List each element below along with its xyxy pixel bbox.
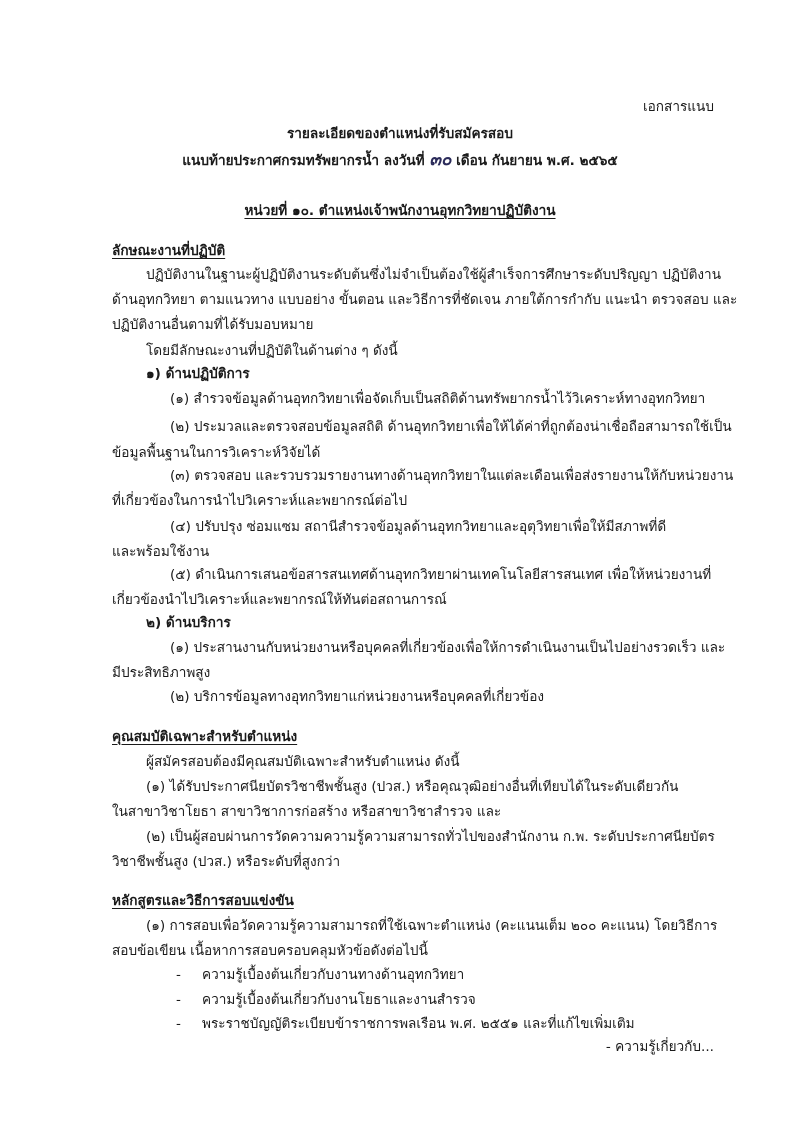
subtitle-suffix: เดือน กันยายน พ.ศ. ๒๕๖๕ [456,153,618,169]
bullet-dash: - [176,967,181,983]
qualification-item-1-line-1: (๑) ได้รับประกาศนียบัตรวิชาชีพชั้นสูง (ปวส.) หรือคุณวุฒิอย่างอื่นที่เทียบได้ในระดับเดียวกัน [146,779,679,795]
qualification-item-2-line-2: วิชาชีพชั้นสูง (ปวส.) หรือระดับที่สูงกว่า [112,854,341,870]
document-title: รายละเอียดของตำแหน่งที่รับสมัครสอบ [287,126,513,142]
exam-item-1-line-2: สอบข้อเขียน เนื้อหาการสอบครอบคลุมหัวข้อดังต่อไปนี้ [112,943,428,959]
section-heading-qualifications: คุณสมบัติเฉพาะสำหรับตำแหน่ง [112,729,298,745]
unit-heading: หน่วยที่ ๑๐. ตำแหน่งเจ้าพนักงานอุทกวิทยาปฏิบัติงาน [244,203,556,219]
services-item-1-line-1: (๑) ประสานงานกับหน่วยงานหรือบุคคลที่เกี่ยวข้องเพื่อให้การดำเนินงานเป็นไปอย่างรวดเร็ว และ [170,640,726,656]
exam-item-1-line-1: (๑) การสอบเพื่อวัดความรู้ความสามารถที่ใช้เฉพาะตำแหน่ง (คะแนนเต็ม ๒๐๐ คะแนน) โดยวิธีการ [146,918,718,934]
operations-item-5-line-2: เกี่ยวข้องนำไปวิเคราะห์และพยากรณ์ให้ทันต่อสถานการณ์ [112,592,447,608]
operations-item-5-line-1: (๕) ดำเนินการเสนอข้อสารสนเทศด้านอุทกวิทยาผ่านเทคโนโลยีสารสนเทศ เพื่อให้หน่วยงานที่ [170,567,712,583]
bullet-dash: - [176,992,181,1008]
qualification-item-2-line-1: (๒) เป็นผู้สอบผ่านการวัดความความรู้ความสามารถทั่วไปของสำนักงาน ก.พ. ระดับประกาศนียบัตร [146,829,715,845]
exam-topic-text: พระราชบัญญัติระเบียบข้าราชการพลเรือน พ.ศ. ๒๕๕๑ และที่แก้ไขเพิ่มเติม [202,1016,635,1032]
operations-item-1: (๑) สำรวจข้อมูลด้านอุทกวิทยาเพื่อจัดเก็บเป็นสถิติด้านทรัพยากรน้ำไว้วิเคราะห์ทางอุทกวิทยา [170,391,706,407]
qualifications-intro: ผู้สมัครสอบต้องมีคุณสมบัติเฉพาะสำหรับตำแหน่ง ดังนี้ [146,754,460,770]
continuation-note: - ความรู้เกี่ยวกับ... [605,1039,714,1055]
operations-item-2-line-1: (๒) ประมวลและตรวจสอบข้อมูลสถิติ ด้านอุทกวิทยาเพื่อให้ได้ค่าที่ถูกต้องน่าเชื่อถือสามารถใช้เป็น [170,419,732,435]
bullet-dash: - [176,1016,181,1032]
job-nature-line-1: ปฏิบัติงานในฐานะผู้ปฏิบัติงานระดับต้นซึ่งไม่จำเป็นต้องใช้ผู้สำเร็จการศึกษาระดับปริญญา ปฏิบัติงาน [146,267,721,283]
services-heading: ๒) ด้านบริการ [146,615,231,631]
services-item-2: (๒) บริการข้อมูลทางอุทกวิทยาแก่หน่วยงานหรือบุคคลที่เกี่ยวข้อง [170,689,545,705]
qualification-item-1-line-2: ในสาขาวิชาโยธา สาขาวิชาการก่อสร้าง หรือสาขาวิชาสำรวจ และ [112,804,502,820]
operations-item-4-line-1: (๔) ปรับปรุง ซ่อมแซม สถานีสำรวจข้อมูลด้านอุทกวิทยาและอุตุวิทยาเพื่อให้มีสภาพที่ดี [170,519,667,535]
subtitle-day-handwritten: ๓๐ [429,150,452,170]
section-heading-exam: หลักสูตรและวิธีการสอบแข่งขัน [112,893,294,909]
job-nature-line-3: ปฏิบัติงานอื่นตามที่ได้รับมอบหมาย [112,317,314,333]
exam-topic [176,964,464,987]
operations-item-2-line-2: ข้อมูลพื้นฐานในการวิเคราะห์วิจัยได้ [112,445,321,461]
exam-topic [176,1013,635,1036]
operations-item-3-line-2: ที่เกี่ยวข้องในการนำไปวิเคราะห์และพยากรณ์ต่อไป [112,493,408,509]
exam-topic-text: ความรู้เบื้องต้นเกี่ยวกับงานโยธาและงานสำรวจ [202,992,476,1008]
job-nature-line-2: ด้านอุทกวิทยา ตามแนวทาง แบบอย่าง ขั้นตอน และวิธีการที่ชัดเจน ภายใต้การกำกับ แนะนำ ตรวจสอบ และ [112,292,738,308]
operations-item-4-line-2: และพร้อมใช้งาน [112,544,210,560]
services-item-1-line-2: มีประสิทธิภาพสูง [112,665,211,681]
operations-item-3-line-1: (๓) ตรวจสอบ และรวบรวมรายงานทางด้านอุทกวิทยาในแต่ละเดือนเพื่อส่งรายงานให้กับหน่วยงาน [170,468,734,484]
exam-topic-text: ความรู้เบื้องต้นเกี่ยวกับงานทางด้านอุทกวิทยา [202,967,465,983]
job-nature-areas-intro: โดยมีลักษณะงานที่ปฏิบัติในด้านต่าง ๆ ดังนี้ [146,343,398,359]
section-heading-job-nature: ลักษณะงานที่ปฏิบัติ [112,243,226,259]
attachment-label: เอกสารแนบ [643,99,714,115]
subtitle-prefix: แนบท้ายประกาศกรมทรัพยากรน้ำ ลงวันที่ [182,153,425,169]
document-subtitle [0,149,800,173]
exam-topic [176,989,476,1012]
operations-heading: ๑) ด้านปฏิบัติการ [146,366,250,382]
